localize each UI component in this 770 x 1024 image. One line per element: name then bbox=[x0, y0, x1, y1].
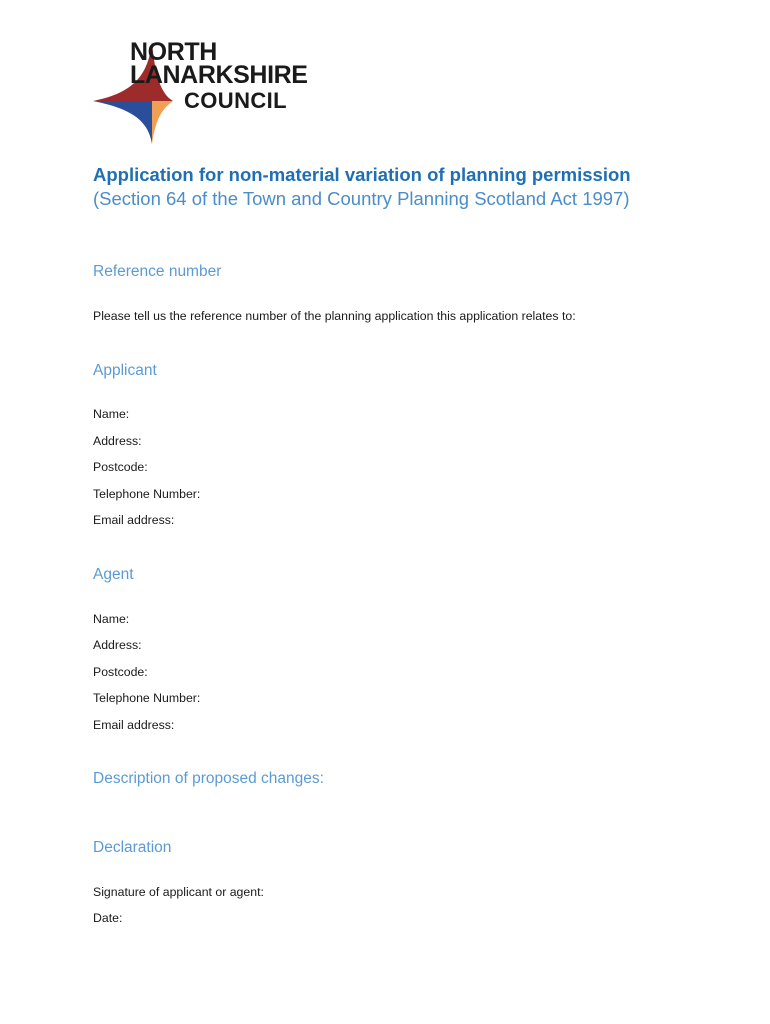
applicant-field-postcode-label: Postcode: bbox=[93, 460, 148, 474]
document-title bbox=[93, 163, 653, 211]
logo-line-north: NORTH bbox=[130, 38, 217, 66]
applicant-field-telephone-label: Telephone Number: bbox=[93, 487, 201, 501]
section-heading-reference-number: Reference number bbox=[93, 263, 222, 280]
section-heading-declaration: Declaration bbox=[93, 839, 172, 856]
agent-field-telephone-label: Telephone Number: bbox=[93, 691, 201, 705]
logo-wordmark bbox=[130, 40, 325, 118]
applicant-field-name-label: Name: bbox=[93, 407, 130, 421]
declaration-field-signature-label: Signature of applicant or agent: bbox=[93, 885, 264, 899]
document-title-statute: (Section 64 of the Town and Country Planning Scotland Act 1997) bbox=[93, 188, 630, 209]
declaration-field-date-label: Date: bbox=[93, 911, 123, 925]
applicant-field-address-label: Address: bbox=[93, 434, 142, 448]
agent-field-postcode-label: Postcode: bbox=[93, 665, 148, 679]
reference-number-instruction: Please tell us the reference number of the planning application this application relates to: bbox=[93, 309, 576, 323]
document-title-bold: Application for non-material variation of planning permission bbox=[93, 164, 631, 185]
agent-field-name-label: Name: bbox=[93, 612, 130, 626]
section-heading-agent: Agent bbox=[93, 566, 134, 583]
agent-field-address-label: Address: bbox=[93, 638, 142, 652]
north-lanarkshire-council-logo bbox=[93, 36, 323, 144]
agent-field-email-label: Email address: bbox=[93, 718, 175, 732]
section-heading-applicant: Applicant bbox=[93, 362, 157, 379]
logo-line-lanarkshire: LANARKSHIRE bbox=[130, 61, 308, 89]
logo-line-council: COUNCIL bbox=[184, 88, 288, 113]
section-heading-description-of-proposed-changes: Description of proposed changes: bbox=[93, 770, 324, 787]
applicant-field-email-label: Email address: bbox=[93, 513, 175, 527]
